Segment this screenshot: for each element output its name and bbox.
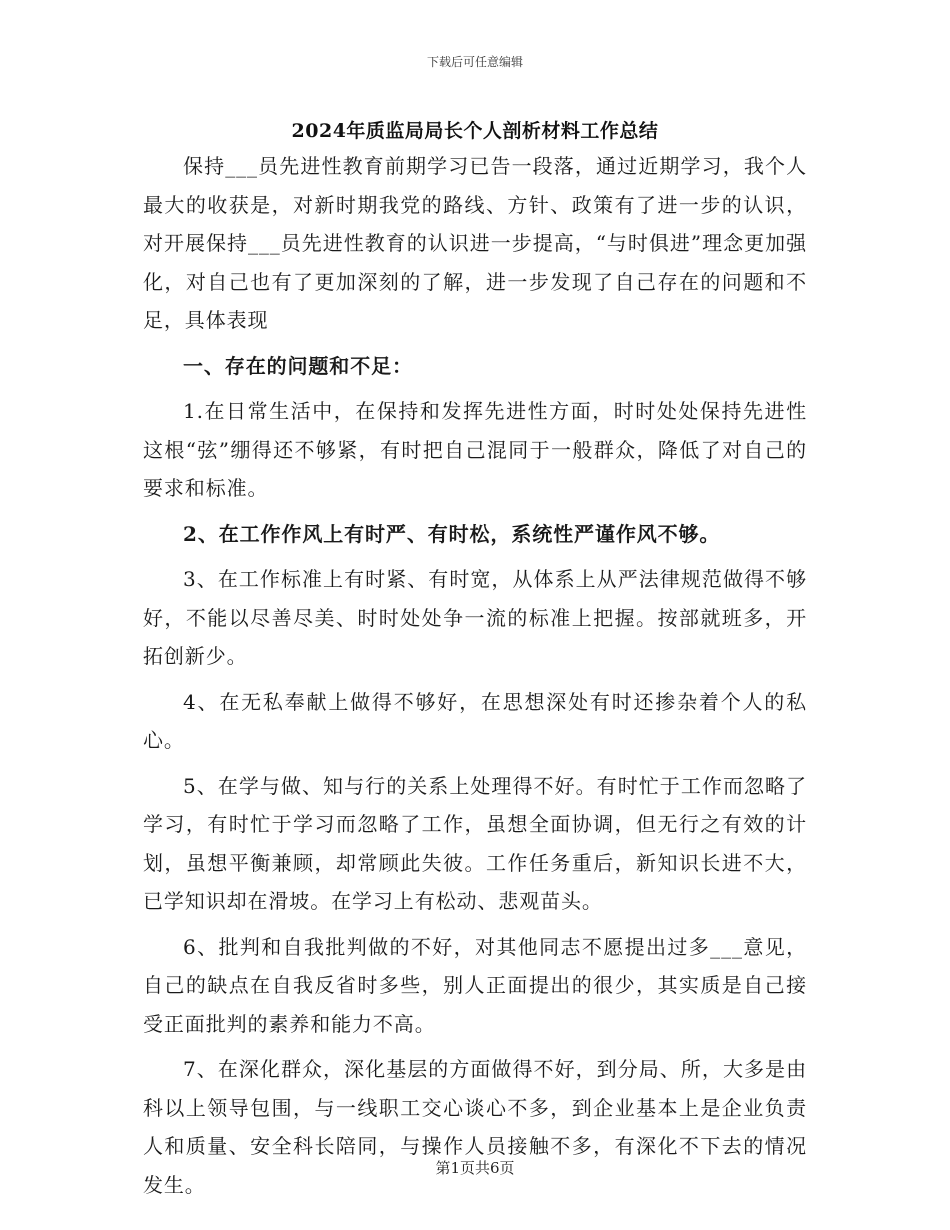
document-body (143, 147, 807, 1211)
section-heading-problems: 一、存在的问题和不足： (183, 353, 413, 378)
problem-item-5: 5、在学与做、知与行的关系上处理得不好。有时忙于工作而忽略了学习，有时忙于学习而忽略了工作，虽想全面协调，但无行之有效的计划，虽想平衡兼顾，却常顾此失彼。工作任务重后，新知识长进不大，已学知识却在滑坡。在学习上有松动、悲观苗头。 (143, 773, 807, 913)
document-title: 2024年质监局局长个人剖析材料工作总结 (291, 120, 659, 142)
problem-item-6: 6、批判和自我批判做的不好，对其他同志不愿提出过多___意见，自己的缺点在自我反省时多些，别人正面提出的很少，其实质是自己接受正面批判的素养和能力不高。 (143, 934, 807, 1036)
page-number-indicator: 第1页共6页 (435, 1159, 515, 1177)
download-edit-note: 下载后可任意编辑 (426, 55, 523, 69)
problem-item-1: 1.在日常生活中，在保持和发挥先进性方面，时时处处保持先进性这根“弦”绷得还不够紧，有时把自己混同于一般群众，降低了对自己的要求和标准。 (143, 399, 807, 500)
intro-paragraph: 保持___员先进性教育前期学习已告一段落，通过近期学习，我个人最大的收获是，对新时期我党的路线、方针、政策有了进一步的认识，对开展保持___员先进性教育的认识进一步提高，“与时俱进”理念更加强化，对自己也有了更加深刻的了解，进一步发现了自己存在的问题和不足，具体表现 (143, 154, 807, 332)
problem-item-7: 7、在深化群众，深化基层的方面做得不好，到分局、所，大多是由科以上领导包围，与一线职工交心谈心不多，到企业基本上是企业负责人和质量、安全科长陪同，与操作人员接触不多，有深化不下去的情况发生。 (143, 1057, 807, 1197)
problem-item-4: 4、在无私奉献上做得不够好，在思想深处有时还掺杂着个人的私心。 (143, 689, 807, 752)
problem-item-3: 3、在工作标准上有时紧、有时宽，从体系上从严法律规范做得不够好，不能以尽善尽美、时时处处争一流的标准上把握。按部就班多，开拓创新少。 (143, 567, 807, 668)
problem-item-2: 2、在工作作风上有时严、有时松，系统性严谨作风不够。 (183, 521, 721, 546)
